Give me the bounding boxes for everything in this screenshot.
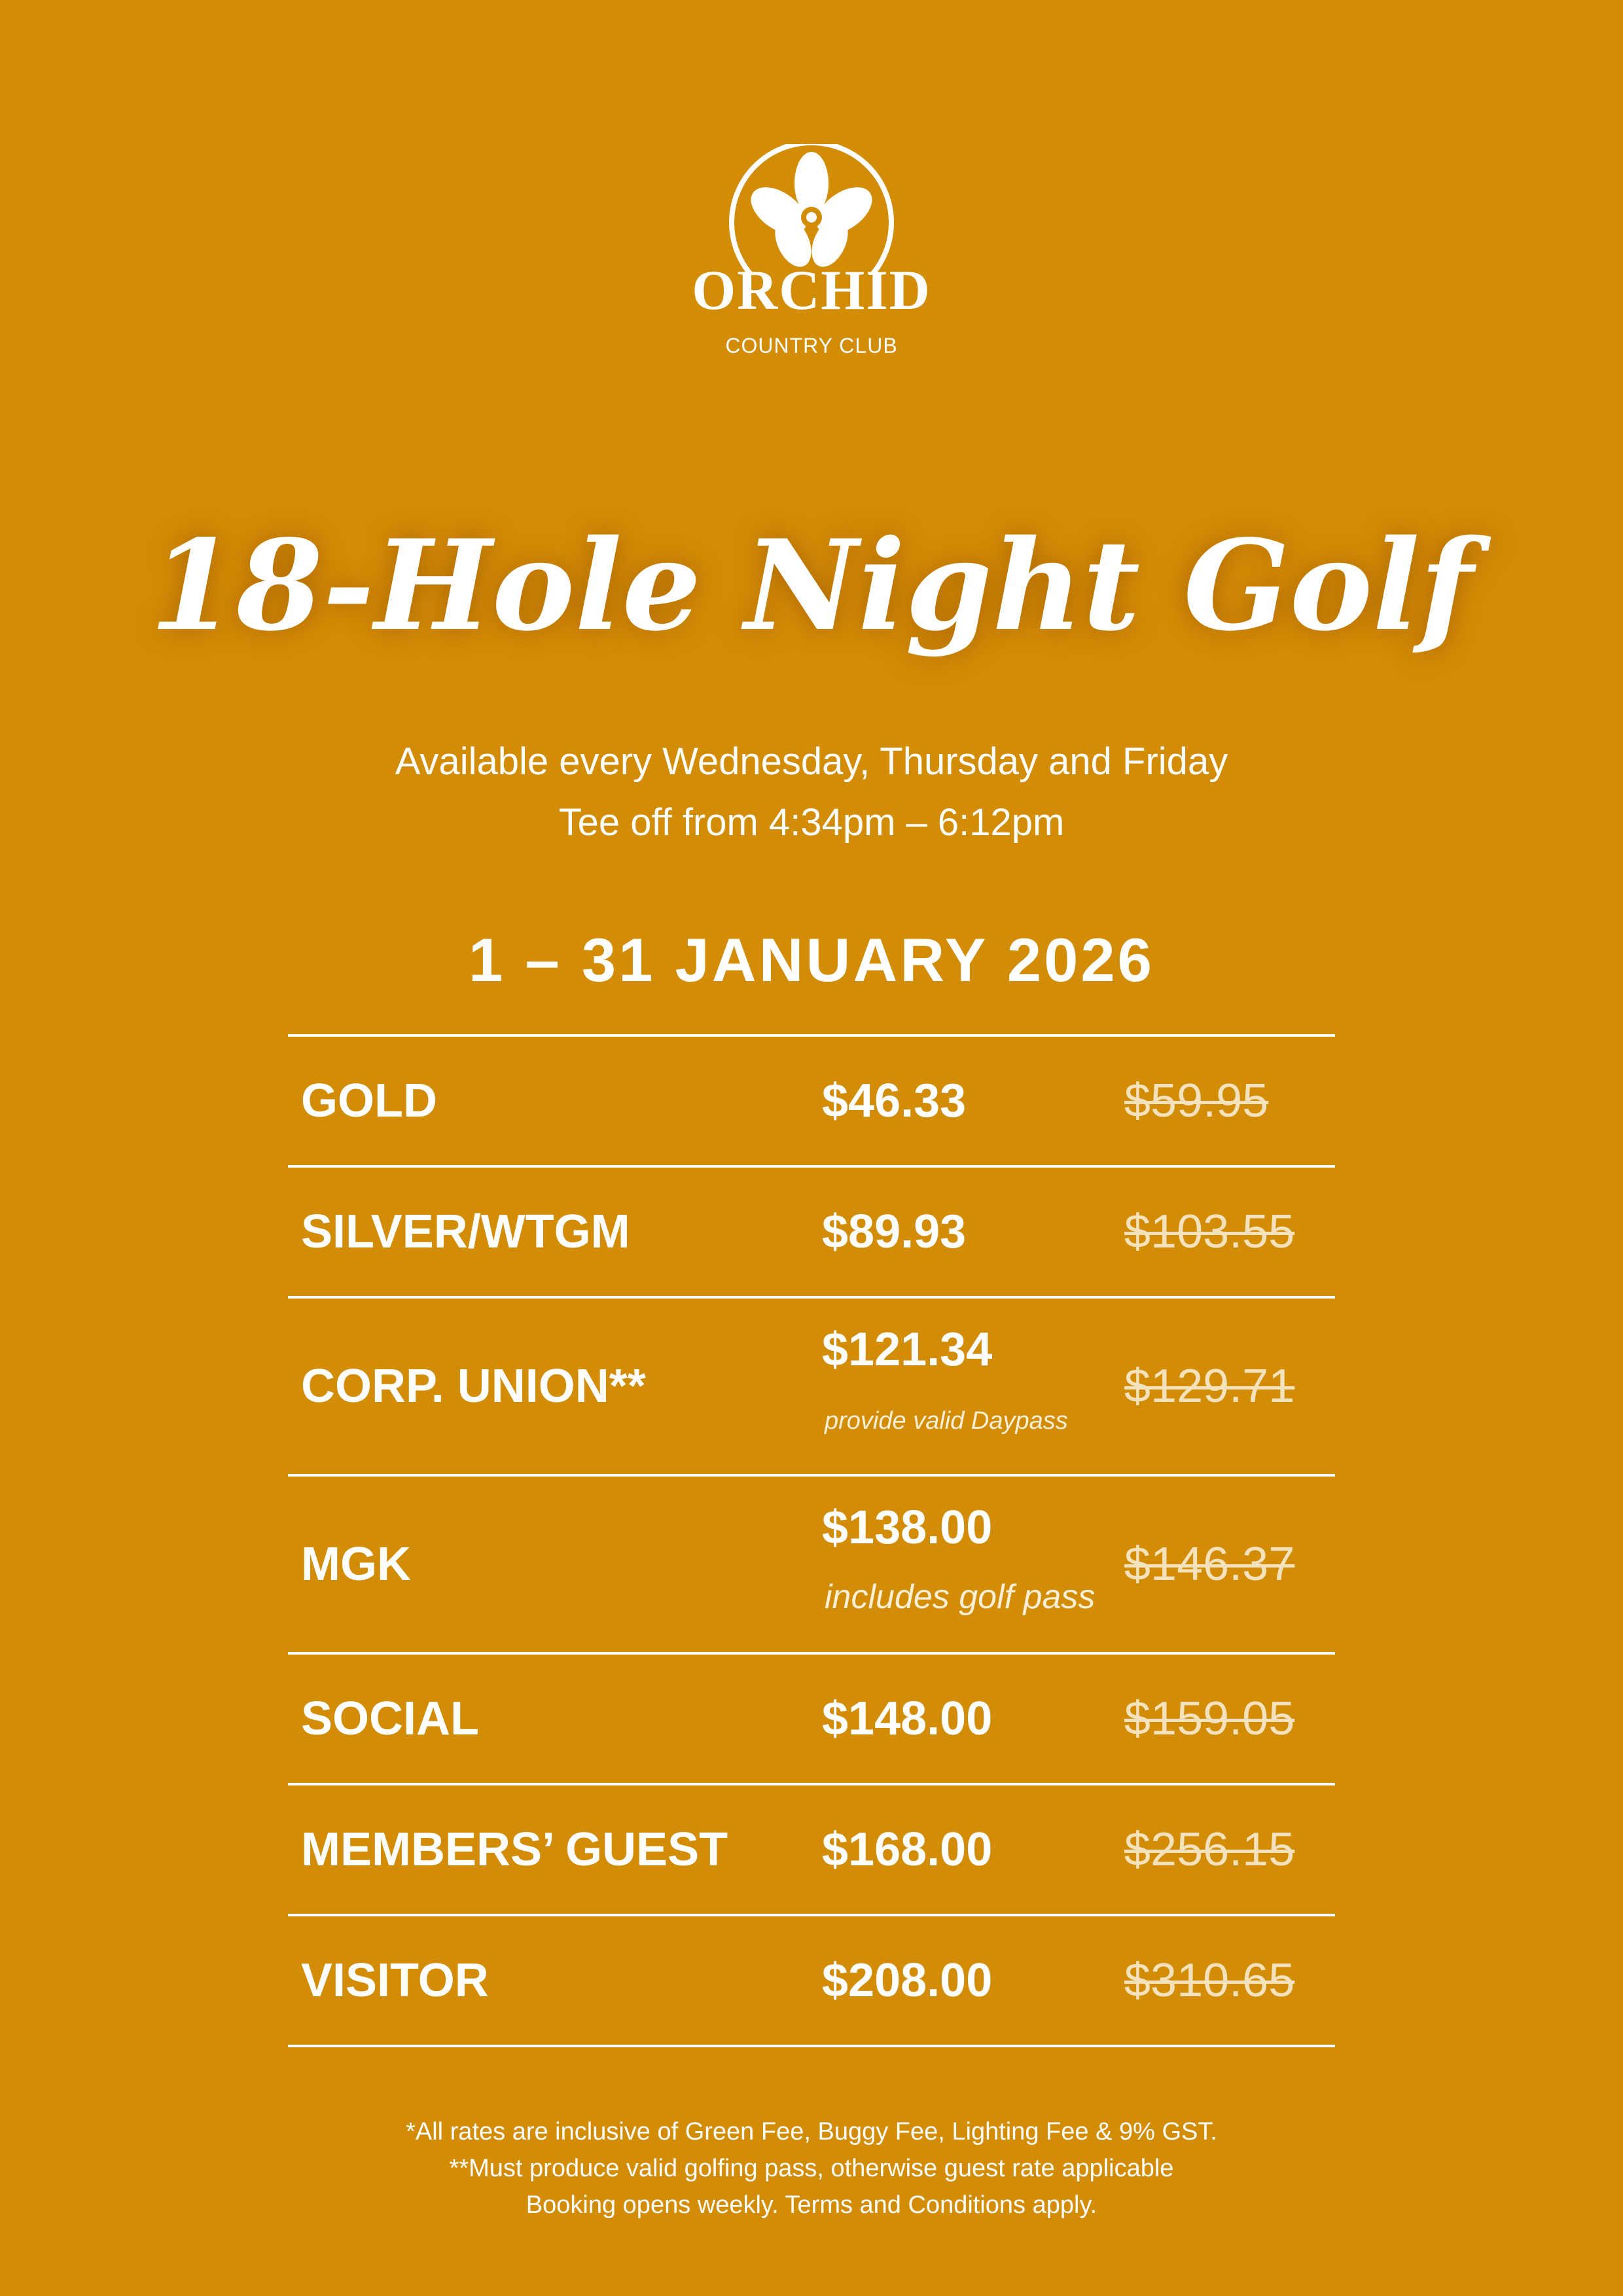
rate-original-price: $146.37	[1124, 1538, 1295, 1590]
rate-row-visitor	[288, 1916, 1335, 2047]
rate-row-silver	[288, 1168, 1335, 1299]
rate-price: $121.34	[822, 1323, 993, 1376]
footnote-booking-terms: Booking opens weekly. Terms and Conditions apply.	[526, 2191, 1097, 2219]
rate-row-social	[288, 1655, 1335, 1785]
rate-category: MEMBERS’ GUEST	[301, 1823, 728, 1876]
promo-period: 1 – 31 JANUARY 2026	[469, 925, 1154, 994]
rate-original-price: $256.15	[1124, 1823, 1295, 1876]
rate-original-price: $59.95	[1124, 1075, 1269, 1127]
rate-price: $168.00	[822, 1823, 993, 1876]
rate-price: $46.33	[822, 1075, 967, 1127]
rate-category: CORP. UNION**	[301, 1360, 646, 1412]
rate-category: SILVER/WTGM	[301, 1206, 630, 1258]
rate-original-price: $310.65	[1124, 1954, 1295, 2007]
rate-row-corp-union	[288, 1299, 1335, 1477]
rate-price: $89.93	[822, 1206, 967, 1258]
rate-row-members-guest	[288, 1785, 1335, 1916]
rate-note: provide valid Daypass	[825, 1407, 1068, 1435]
rate-price: $148.00	[822, 1693, 993, 1745]
logo-subtitle: COUNTRY CLUB	[725, 334, 898, 357]
rate-category: SOCIAL	[301, 1693, 480, 1745]
rate-category: VISITOR	[301, 1954, 489, 2007]
tee-off-text: Tee off from 4:34pm – 6:12pm	[558, 801, 1065, 844]
footnote-rates-inclusive: *All rates are inclusive of Green Fee, Buggy Fee, Lighting Fee & 9% GST.	[406, 2118, 1217, 2145]
orchid-logo	[681, 144, 942, 380]
page-title: 18-Hole Night Golf	[149, 512, 1474, 658]
rate-original-price: $159.05	[1124, 1693, 1295, 1745]
orchid-flower-icon	[681, 144, 942, 275]
rate-row-mgk	[288, 1477, 1335, 1655]
rate-price: $208.00	[822, 1954, 993, 2007]
rate-note: includes golf pass	[825, 1578, 1096, 1616]
rate-original-price: $129.71	[1124, 1360, 1295, 1412]
logo-wordmark: ORCHID	[692, 259, 931, 321]
availability-text: Available every Wednesday, Thursday and Friday	[395, 740, 1228, 783]
rate-price: $138.00	[822, 1501, 993, 1554]
rate-category: GOLD	[301, 1075, 437, 1127]
rate-original-price: $103.55	[1124, 1206, 1295, 1258]
rate-category: MGK	[301, 1538, 411, 1590]
rates-table	[288, 1034, 1335, 2047]
rate-row-gold	[288, 1037, 1335, 1168]
footnote-golfing-pass: **Must produce valid golfing pass, otherwise guest rate applicable	[449, 2155, 1174, 2182]
